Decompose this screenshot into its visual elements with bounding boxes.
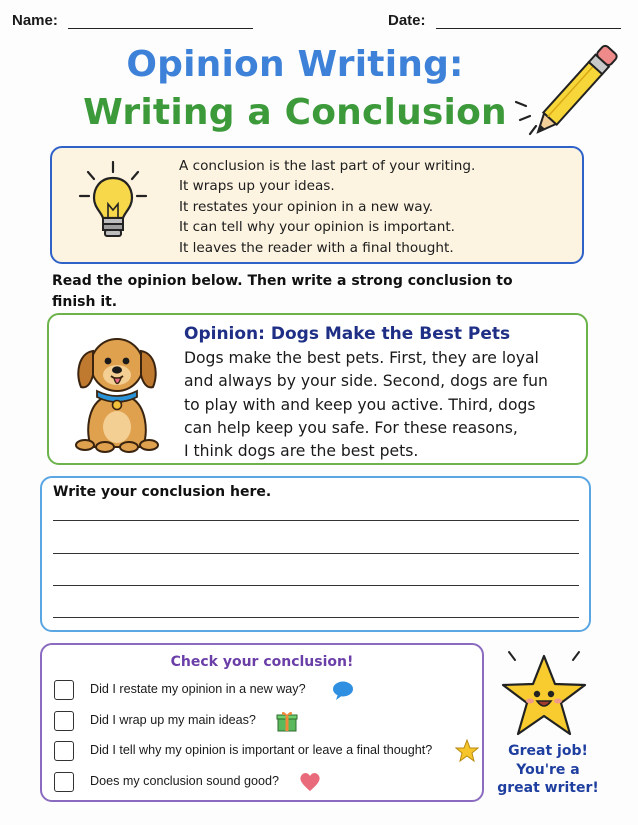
opinion-line: I think dogs are the best pets. [184, 442, 419, 461]
praise-line: great writer! [497, 780, 599, 796]
conclusion-info-box [50, 146, 584, 264]
definition-line: A conclusion is the last part of your writing. [179, 158, 476, 174]
checklist-item [54, 772, 484, 794]
worksheet-header [0, 10, 638, 34]
definition-line: It restates your opinion in a new way. [179, 198, 434, 215]
pencil-icon [508, 40, 628, 140]
page-title-line1: Opinion Writing: [126, 44, 464, 85]
checkbox[interactable] [54, 680, 74, 700]
definition-line: It can tell why your opinion is important. [179, 219, 455, 236]
opinion-line: can help keep you safe. For these reasons, [184, 418, 518, 437]
date-label: Date: [388, 12, 426, 29]
writing-line[interactable] [53, 520, 579, 521]
checklist-question: Does my conclusion sound good? [90, 774, 280, 788]
opinion-line: and always by your side. Second, dogs are fun [184, 372, 548, 391]
name-field-line[interactable] [68, 28, 253, 29]
checkbox[interactable] [54, 711, 74, 731]
praise-message [490, 742, 606, 798]
praise-line: You're a [516, 761, 580, 778]
opinion-line: to play with and keep you active. Third, dogs [184, 395, 536, 414]
instructions-text: Read the opinion below. Then write a strong conclusion to finish it. [52, 273, 513, 310]
heart-icon [298, 770, 322, 794]
definition-line: It wraps up your ideas. [179, 178, 335, 195]
speech-bubble-icon [331, 678, 355, 702]
date-field-line[interactable] [436, 28, 621, 29]
checklist-heading: Check your conclusion! [170, 654, 354, 670]
definition-line: It leaves the reader with a final thought. [179, 239, 454, 256]
opinion-line: Dogs make the best pets. First, they are loyal [184, 349, 539, 367]
writing-box-heading: Write your conclusion here. [53, 484, 272, 500]
checkbox[interactable] [54, 741, 74, 761]
star-icon [455, 739, 479, 763]
checklist-item [54, 711, 484, 733]
checklist-box [40, 643, 484, 802]
writing-line[interactable] [53, 585, 579, 586]
lightbulb-icon [78, 160, 148, 250]
conclusion-writing-box [40, 476, 591, 632]
checkbox[interactable] [54, 772, 74, 792]
checklist-item [54, 741, 484, 763]
checklist-question: Did I restate my opinion in a new way? [90, 682, 306, 696]
opinion-box [47, 313, 588, 465]
page-title-line2: Writing a Conclusion [83, 92, 507, 133]
checklist-question: Did I tell why my opinion is important or leave a final thought? [90, 743, 433, 757]
writing-line[interactable] [53, 617, 579, 618]
checklist-item [54, 680, 484, 702]
opinion-title: Opinion: Dogs Make the Best Pets [184, 324, 511, 344]
opinion-paragraph [184, 347, 584, 463]
name-label: Name: [12, 12, 58, 29]
gift-icon [275, 709, 299, 733]
praise-line: Great job! [508, 743, 588, 759]
checklist-question: Did I wrap up my main ideas? [90, 713, 256, 727]
writing-line[interactable] [53, 553, 579, 554]
conclusion-definition-list [179, 156, 475, 258]
dog-illustration [71, 329, 163, 453]
smiling-star-illustration [499, 648, 589, 740]
